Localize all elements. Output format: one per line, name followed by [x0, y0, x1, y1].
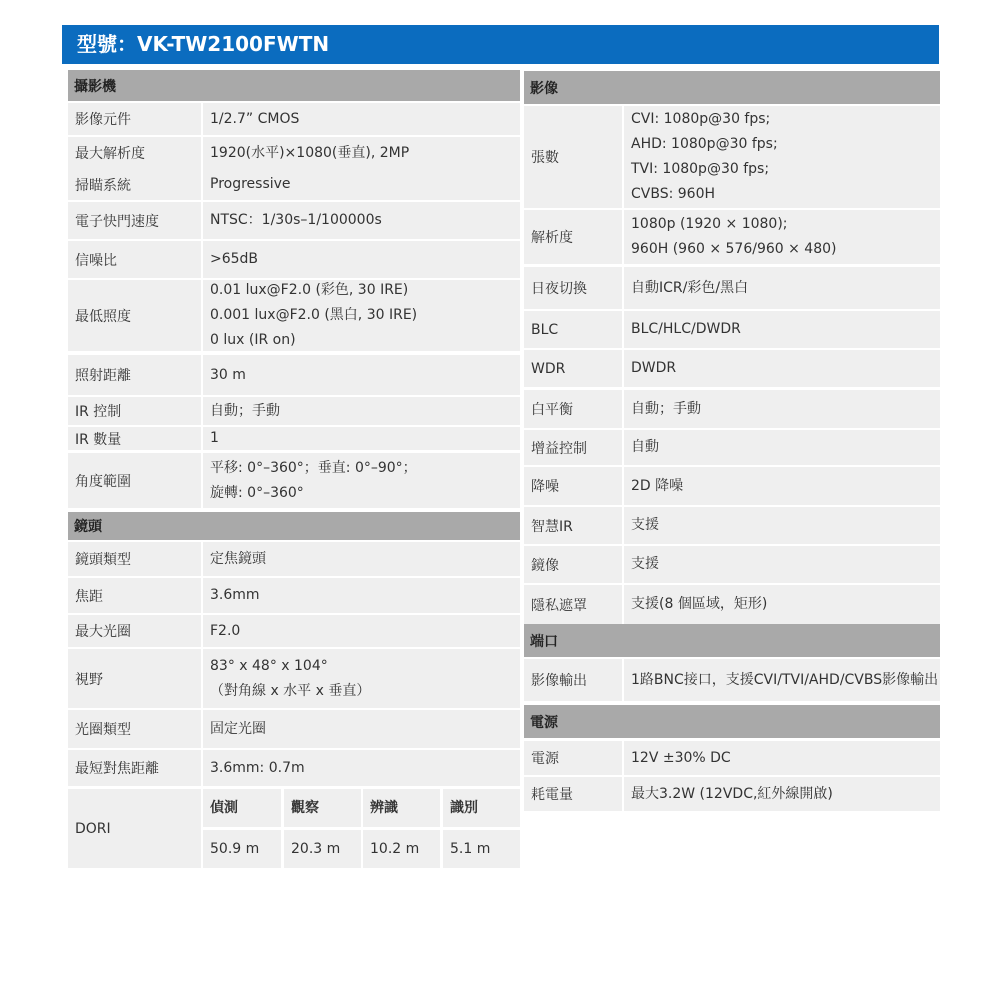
spec-value — [203, 542, 520, 576]
section-header: 鏡頭 — [68, 512, 520, 540]
spec-value — [624, 507, 940, 544]
spec-value — [624, 659, 940, 701]
dori-value: 20.3 m — [284, 830, 361, 868]
spec-value — [203, 241, 520, 278]
spec-value-line: >65dB — [210, 251, 259, 267]
spec-label: 電子快門速度 — [68, 202, 201, 239]
spec-value — [203, 453, 520, 508]
spec-label: 電源 — [524, 741, 622, 775]
spec-value — [624, 350, 940, 387]
spec-label: 解析度 — [524, 210, 622, 264]
spec-label: DORI — [68, 789, 201, 868]
spec-value-line: TVI: 1080p@30 fps; — [631, 161, 770, 177]
spec-value-line: 1 — [210, 430, 219, 446]
spec-value-line: F2.0 — [210, 622, 241, 639]
spec-value-line: CVBS: 960H — [631, 186, 716, 202]
spec-label: 影像輸出 — [524, 659, 622, 701]
spec-value — [203, 578, 520, 613]
spec-value-line: 定焦鏡頭 — [210, 550, 266, 567]
spec-value-line: DWDR — [631, 360, 677, 376]
spec-value-line: 支援 — [631, 517, 659, 533]
spec-value-line: 3.6mm — [210, 587, 260, 603]
spec-label: 焦距 — [68, 578, 201, 613]
spec-value-line: 旋轉: 0°–360° — [210, 484, 304, 501]
spec-label: 白平衡 — [524, 390, 622, 428]
spec-value — [203, 615, 520, 647]
dori-header: 辨識 — [363, 789, 440, 827]
spec-value-line: 960H (960 × 576/960 × 480) — [631, 241, 837, 257]
spec-value — [203, 103, 520, 135]
spec-value-line: 1920(水平)×1080(垂直), 2MP — [210, 144, 410, 161]
spec-value — [624, 267, 940, 309]
spec-value-line: 1路BNC接口，支援CVI/TVI/AHD/CVBS影像輸出 — [631, 671, 939, 688]
spec-label: 隱私遮罩 — [524, 585, 622, 624]
spec-value-line: 30 m — [210, 366, 246, 383]
dori-header: 偵測 — [203, 789, 281, 827]
spec-label: 最短對焦距離 — [68, 750, 201, 786]
spec-value-line: 0.001 lux@F2.0 (黑白, 30 IRE) — [210, 307, 418, 323]
dori-header: 識別 — [443, 789, 520, 827]
spec-label: 角度範圍 — [68, 453, 201, 508]
spec-value-line: 自動 — [631, 439, 659, 455]
spec-label: 信噪比 — [68, 241, 201, 278]
spec-value — [203, 750, 520, 786]
spec-value — [203, 397, 520, 425]
spec-value — [624, 106, 940, 208]
spec-value — [624, 430, 940, 465]
spec-value-line: 自動ICR/彩色/黑白 — [631, 279, 749, 296]
spec-value-line: 1/2.7” CMOS — [210, 110, 300, 127]
spec-value-line: 支援(8 個區域，矩形) — [631, 596, 768, 612]
spec-value — [203, 202, 520, 239]
page-title: 型號：VK-TW2100FWTN — [62, 25, 939, 64]
spec-value-line: NTSC：1/30s–1/100000s — [210, 212, 382, 228]
section-header: 影像 — [524, 71, 940, 104]
spec-label: 影像元件 — [68, 103, 201, 135]
spec-label: 最大光圈 — [68, 615, 201, 647]
spec-label: 降噪 — [524, 467, 622, 505]
spec-value — [203, 710, 520, 748]
spec-label: 照射距離 — [68, 355, 201, 395]
spec-value-line: 83° x 48° x 104° — [210, 657, 328, 674]
spec-value-line: 平移: 0°–360°；垂直: 0°–90°； — [210, 459, 417, 476]
section-header: 端口 — [524, 624, 940, 657]
spec-value — [203, 427, 520, 450]
spec-label: WDR — [524, 350, 622, 387]
spec-value — [203, 169, 520, 200]
spec-label: 最低照度 — [68, 280, 201, 351]
spec-label: 光圈類型 — [68, 710, 201, 748]
spec-value — [624, 741, 940, 775]
spec-value-line: 最大3.2W (12VDC,紅外線開啟) — [631, 785, 833, 802]
spec-label: BLC — [524, 311, 622, 348]
dori-value: 50.9 m — [203, 830, 281, 868]
spec-value-line: 2D 降噪 — [631, 477, 684, 494]
dori-value: 10.2 m — [363, 830, 440, 868]
spec-label: 視野 — [68, 649, 201, 708]
section-header: 電源 — [524, 705, 940, 738]
spec-label: 張數 — [524, 106, 622, 208]
spec-value — [624, 210, 940, 264]
spec-label: 智慧IR — [524, 507, 622, 544]
spec-value-line: 固定光圈 — [210, 720, 266, 737]
spec-value-line: 自動；手動 — [631, 400, 701, 417]
spec-label: IR 控制 — [68, 397, 201, 425]
spec-label: 日夜切換 — [524, 267, 622, 309]
spec-value-line: 0 lux (IR on) — [210, 332, 296, 348]
spec-label: 掃瞄系統 — [68, 169, 201, 200]
spec-label: 鏡像 — [524, 546, 622, 583]
spec-value-line: 自動；手動 — [210, 402, 280, 419]
spec-value — [624, 467, 940, 505]
spec-value-line: 3.6mm: 0.7m — [210, 759, 305, 776]
spec-value-line: Progressive — [210, 176, 291, 192]
spec-label: 耗電量 — [524, 777, 622, 811]
spec-label: 最大解析度 — [68, 137, 201, 169]
spec-label: IR 數量 — [68, 427, 201, 450]
spec-label: 鏡頭類型 — [68, 542, 201, 576]
spec-label: 增益控制 — [524, 430, 622, 465]
spec-value-line: BLC/HLC/DWDR — [631, 321, 741, 337]
spec-value-line: 0.01 lux@F2.0 (彩色, 30 IRE) — [210, 282, 409, 298]
spec-value — [624, 390, 940, 428]
spec-value — [624, 585, 940, 624]
spec-value — [624, 777, 940, 811]
spec-value — [203, 649, 520, 708]
spec-value-line: CVI: 1080p@30 fps; — [631, 111, 771, 127]
spec-value — [624, 546, 940, 583]
spec-value — [624, 311, 940, 348]
spec-value-line: 12V ±30% DC — [631, 749, 731, 766]
spec-value-line: 1080p (1920 × 1080); — [631, 216, 788, 232]
spec-value — [203, 137, 520, 169]
spec-value-line: （對角線 x 水平 x 垂直） — [210, 682, 371, 699]
section-header: 攝影機 — [68, 70, 520, 101]
spec-value — [203, 280, 520, 351]
spec-value-line: AHD: 1080p@30 fps; — [631, 136, 778, 152]
spec-value-line: 支援 — [631, 556, 659, 572]
spec-value — [203, 355, 520, 395]
dori-header: 觀察 — [284, 789, 361, 827]
dori-value: 5.1 m — [443, 830, 520, 868]
